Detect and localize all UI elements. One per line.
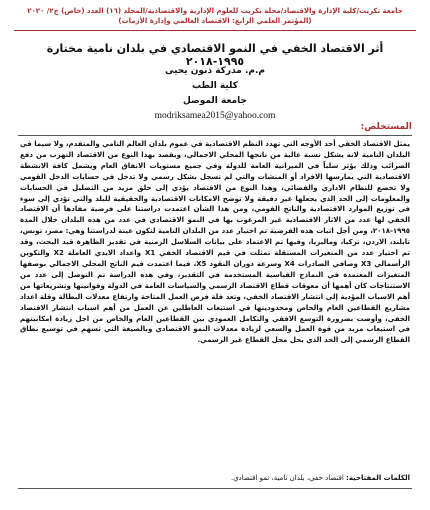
author-college: كلية الطب [192, 81, 238, 91]
author-name: م.م. مدركة ذنون يحيى [164, 66, 266, 76]
author-email: modriksamea2015@yahoo.com [154, 111, 276, 121]
paper-title: أثر الاقتصاد الخفي في النمو الاقتصادي في بلدان نامية مختارة ١٩٩٥-٢٠١٨ [46, 42, 384, 68]
journal-header: جامعة تكريت/كلية الإدارة والاقتصاد/مجلة تكريت للعلوم الإدارية والاقتصادية/المجلد (١٦) العدد (خاص) ج٢/ ٢٠٢٠ (المؤتمر العلمي الرابع: الاقتصاد العالمي وإدارة الأزمات) [27, 7, 403, 25]
keywords-text: اقتصاد خفي، بلدان نامية، نمو اقتصادي. [230, 474, 344, 482]
abstract-text: يمثل الاقتصاد الخفي أحد الأوجه التي تهدد النظم الاقتصادية في عموم بلدان العالم النامي والمتقدم، ولا سيما في البلدان النامية لانه يشكل نسبة عالية من ناتجها المحلي الاجمالي، ويقصد بهذا النوع من الاقتصاد التهرب من دفع الضرائب وذلك يؤثر سلباً في الميزانية العامة للدولة وفي جميع مستويات الانفاق العام ويشمل كافة الانشطة الاقتصادية التي يمارسها الافراد أو المنشات والتي لم تسجل بشكل رسمي ولا تدخل في حسابات الدخل القومي ولا تخضع للنظام الاداري والقضائي، وهذا النوع من الاقتصاد يؤدي إلى خلق مزيد من التضليل في الحسابات والمعلومات إلى الحد الذي يجعلها غير دقيقة ولا توضح الامكانات الاقتصادية والحقيقية للبلد والتي تؤدي إلى سوء في توزيع الموارد الاقتصادية والناتج القومي، ومن هذا الشأن اعتمدت دراستنا على فرضية مفادها أن الاقتصاد الخفي لها عدد من الاثار الاقتصادية غير المرغوب بها في النمو الاقتصادي في عدد من هذه البلدان خلال المدة ١٩٩٥-٢٠١٨، ومن أجل اثبات هذه الفرضية تم اختيار عدد من البلدان النامية لتكون عينة لدراستنا وهي: مصر، تونس، تايلند، الاردن، تركيا، وماليزيا، وفيها تم الاعتماد على بيانات السلاسل الزمنية في تقدير الظاهرة قيد البحث، وقد تم اختيار عدد من المتغيرات المستقلة تمثلت في قيم الاقتصاد الخفي X1 واعداد الايدي العاملة X2 والتكوين الرأسمالي X3 وصافي الصادرات X4 وسرعة دوران النقود X5، فيما اعتمدت قيم الناتج المحلي الاجمالي بوصفها المتغيرات المعتمدة في النماذج القياسية المستخدمة في التقدير، وفي هذه الدراسة تم التوصل إلى عدد من الاستنتاجات كان أهمها أن معوقات قطاع الاقتصاد الرسمي والسياسات العامة في الدولة وقوانينها وتشريعاتها من أهم الاسباب المؤدية إلى انتشار الاقتصاد الخفي، وتعد قلة فرص العمل المتاحة وارتفاع معدلات البطالة وقلة اعداد مشاريع القطاعين العام والخاص ومحدوديتها في استيعاب العاطلين عن العمل من أهم اسباب انتشار الاقتصاد الخفي، وأوصت بضرورة التوسع الافقي والتكامل العمودي بين القطاعين العام والخاص من اجل زيادة امكانيتهم في استيعاب مزيد من قوة العمل والسعي لزيادة معدلات النمو الاقتصادي وبالصيغة التي تسهم في توسيع نطاق القطاع الرسمي إلى الحد الذي يحل محل القطاع غير الرسمي. [20, 140, 411, 345]
bottom-divider [18, 488, 412, 489]
header-divider [14, 30, 416, 31]
abstract-divider [18, 135, 412, 136]
author-university: جامعة الموصل [183, 96, 247, 106]
keywords-label: الكلمات المفتاحية: [346, 474, 410, 482]
author-block [20, 64, 410, 124]
keywords-line [20, 473, 410, 483]
abstract-heading: المستخلص: [360, 122, 412, 132]
